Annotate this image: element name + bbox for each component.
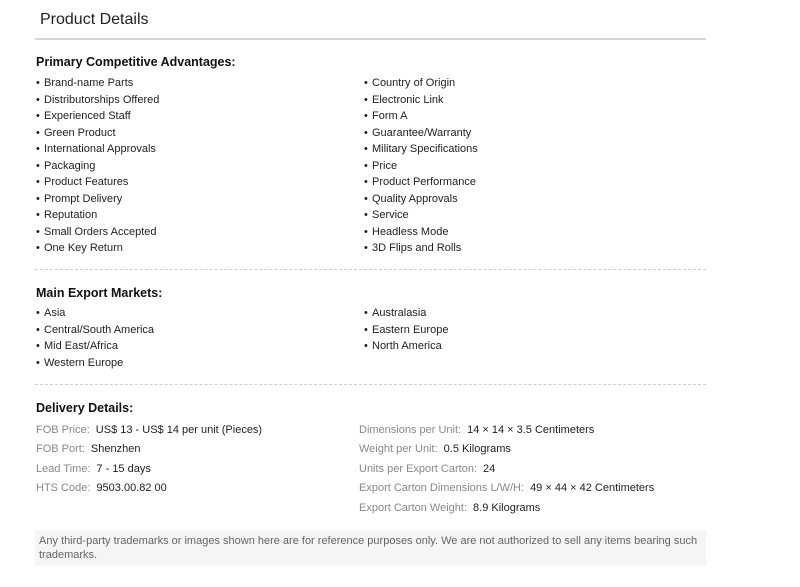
list-item [364,75,478,92]
list-item [36,158,159,175]
list-item [36,355,154,372]
bullet-icon: • [36,77,40,89]
markets-list-right [364,305,448,355]
list-item-label: Asia [44,307,66,319]
detail-row [359,460,654,479]
bullet-icon: • [36,176,40,188]
bullet-icon: • [364,126,368,139]
bullet-icon: • [36,192,40,205]
bullet-icon: • [36,242,40,254]
list-item-label: Mid East/Africa [44,340,118,352]
bullet-icon: • [364,242,368,254]
list-item [36,207,159,224]
list-item-label: Guarantee/Warranty [372,126,472,139]
detail-value: US$ 13 - US$ 14 per unit (Pieces) [95,424,263,436]
list-item-label: Distributorships Offered [44,93,160,106]
list-item-label: Product Performance [372,176,476,188]
detail-value: Shenzhen [90,443,141,456]
bullet-icon: • [36,159,40,172]
detail-value: 0.5 Kilograms [443,443,511,456]
detail-label: FOB Port: [36,443,85,456]
list-item [36,174,159,191]
detail-value: 7 - 15 days [96,462,151,475]
list-item [36,191,159,208]
list-item [36,125,159,142]
detail-label: HTS Code: [36,482,91,495]
detail-row [359,479,654,498]
list-item-label: One Key Return [44,242,123,254]
list-item [364,92,478,109]
list-item [364,191,478,208]
bullet-icon: • [364,77,368,89]
detail-label: Lead Time: [36,462,91,475]
detail-row [36,460,262,479]
list-item [36,305,154,322]
detail-label: Units per Export Carton: [359,462,477,475]
list-item [36,75,159,92]
list-item-label: Australasia [372,307,427,319]
list-item-label: Headless Mode [372,225,449,238]
list-item [364,305,448,322]
list-item [36,224,159,241]
bullet-icon: • [36,110,40,122]
list-item [364,240,478,257]
list-item-label: 3D Flips and Rolls [372,242,462,254]
delivery-details-left [36,421,262,499]
detail-row [359,421,654,440]
list-item-label: Military Specifications [372,143,478,155]
detail-value: 9503.00.82 00 [96,482,167,495]
list-item-label: Experienced Staff [44,110,131,122]
list-item [36,338,154,355]
detail-row [36,440,262,459]
list-item-label: Eastern Europe [372,323,449,336]
detail-value: 24 [483,462,496,475]
bullet-icon: • [36,307,40,319]
list-item-label: Electronic Link [372,93,444,106]
list-item [364,338,448,355]
list-item-label: Packaging [44,159,96,172]
page-title: Product Details [40,11,149,28]
bullet-icon: • [364,209,368,221]
markets-list-left [36,305,154,371]
bullet-icon: • [364,110,368,122]
title-divider [35,38,706,40]
list-item [364,322,448,339]
list-item-label: Small Orders Accepted [44,225,157,238]
list-item-label: Product Features [44,176,129,188]
list-item-label: Brand-name Parts [44,77,134,89]
list-item [364,224,478,241]
delivery-details-right [359,421,654,518]
list-item [36,108,159,125]
list-item [364,207,478,224]
list-item [36,322,154,339]
section-divider [35,269,706,270]
detail-label: Export Carton Weight: [359,501,468,514]
bullet-icon: • [36,323,40,336]
advantages-list-right [364,75,478,257]
detail-label: FOB Price: [36,424,90,436]
bullet-icon: • [36,356,40,369]
detail-label: Weight per Unit: [359,443,438,456]
list-item-label: Green Product [44,126,116,139]
detail-row [36,421,262,440]
bullet-icon: • [364,93,368,106]
bullet-icon: • [364,176,368,188]
list-item [364,108,478,125]
bullet-icon: • [364,159,368,172]
advantages-list-left [36,75,159,257]
list-item [36,240,159,257]
list-item-label: Reputation [44,209,98,221]
list-item [36,92,159,109]
detail-value: 49 × 44 × 42 Centimeters [530,482,655,495]
bullet-icon: • [36,225,40,238]
list-item-label: Quality Approvals [372,192,458,205]
bullet-icon: • [36,93,40,106]
bullet-icon: • [364,307,368,319]
list-item-label: Form A [372,110,408,122]
detail-value: 8.9 Kilograms [473,501,541,514]
detail-value: 14 × 14 × 3.5 Centimeters [467,424,595,436]
detail-row [36,479,262,498]
list-item [36,141,159,158]
bullet-icon: • [364,340,368,352]
list-item [364,125,478,142]
list-item-label: Price [372,159,398,172]
export-markets-heading: Main Export Markets: [36,286,163,300]
bullet-icon: • [36,340,40,352]
trademark-disclaimer: Any third-party trademarks or images shown here are for reference purposes only. We are not authorized to sell any items bearing such trademarks. [35,530,706,566]
list-item [364,158,478,175]
list-item-label: North America [372,340,442,352]
list-item-label: Western Europe [44,356,124,369]
list-item-label: International Approvals [44,143,156,155]
bullet-icon: • [364,225,368,238]
list-item [364,174,478,191]
detail-label: Export Carton Dimensions L/W/H: [359,482,525,495]
detail-row [359,440,654,459]
advantages-heading: Primary Competitive Advantages: [36,55,236,69]
list-item-label: Central/South America [44,323,155,336]
bullet-icon: • [364,143,368,155]
delivery-heading: Delivery Details: [36,401,134,415]
section-divider [35,384,706,385]
bullet-icon: • [364,192,368,205]
list-item [364,141,478,158]
list-item-label: Service [372,209,409,221]
list-item-label: Country of Origin [372,77,456,89]
bullet-icon: • [36,209,40,221]
bullet-icon: • [36,143,40,155]
detail-label: Dimensions per Unit: [359,424,462,436]
bullet-icon: • [36,126,40,139]
bullet-icon: • [364,323,368,336]
list-item-label: Prompt Delivery [44,192,123,205]
detail-row [359,499,654,518]
